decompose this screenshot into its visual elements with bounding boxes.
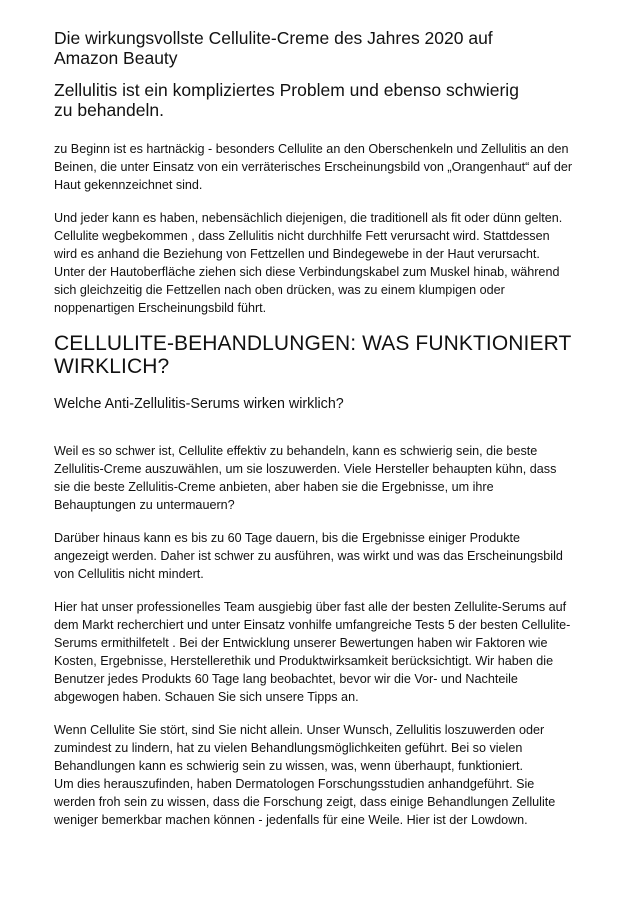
body-paragraph-3 [54,598,594,706]
text-line: dem Markt recherchiert und unter Einsatz vonhilfe umfangreiche Tests 5 der besten Cellulite- [54,618,571,632]
title-line: Die wirkungsvollste Cellulite-Creme des Jahres 2020 auf [54,28,493,48]
text-line: zumindest zu lindern, hat zu vielen Behandlungsmöglichkeiten geführt. Bei so vielen [54,741,523,755]
section-question: Welche Anti-Zellulitis-Serums wirken wirklich? [54,396,344,412]
section-heading-line: WIRKLICH? [54,355,170,378]
body-paragraph-2 [54,529,594,583]
document-title [54,28,594,68]
text-line: Und jeder kann es haben, nebensächlich diejenigen, die traditionell als fit oder dünn gelten. [54,211,563,225]
text-line: noppenartigen Erscheinungsbild führt. [54,301,267,315]
text-line: weniger bemerkbar machen können - jedenfalls für eine Weile. Hier ist der Lowdown. [54,813,528,827]
text-line: Hier hat unser professionelles Team ausgiebig über fast alle der besten Zellulite-Serums auf [54,600,567,614]
text-line: Cellulite wegbekommen , dass Zellulitis nicht durchhilfe Fett verursacht wird. Stattdessen [54,229,550,243]
subtitle-line: zu behandeln. [54,100,164,120]
text-line: zu Beginn ist es hartnäckig - besonders Cellulite an den Oberschenkeln und Zellulitis an den [54,142,569,156]
text-line: Serums ermithilfetelt . Bei der Entwicklung unserer Bewertungen haben wir Faktoren wie [54,636,548,650]
text-line: Um dies herauszufinden, haben Dermatologen Forschungsstudien anhandgeführt. Sie [54,777,535,791]
text-line: wird es anhand die Beziehung von Fettzellen und Bindegewebe in der Haut verursacht. [54,247,540,261]
text-line: sich gleichzeitig die Fettzellen nach oben drücken, was zu einem klumpigen oder [54,283,505,297]
body-paragraph-4 [54,721,594,829]
subtitle-line: Zellulitis ist ein kompliziertes Problem und ebenso schwierig [54,80,519,100]
text-line: Kosten, Ergebnisse, Herstellerethik und Produktwirksamkeit berücksichtigt. Wir haben die [54,654,554,668]
text-line: Benutzer jedes Produkts 60 Tage lang beobachtet, bevor wir die Vor- und Nachteile [54,672,518,686]
text-line: werden froh sein zu wissen, dass die Forschung zeigt, dass einige Behandlungen Zellulite [54,795,556,809]
text-line: von Cellulitis nicht mindert. [54,567,204,581]
title-line: Amazon Beauty [54,48,178,68]
text-line: Darüber hinaus kann es bis zu 60 Tage dauern, bis die Ergebnisse einiger Produkte [54,531,521,545]
intro-paragraph-1 [54,140,594,194]
text-line: Behandlungen kann es schwierig sein zu wissen, was, wenn überhaupt, funktioniert. [54,759,524,773]
text-line: angezeigt werden. Daher ist schwer zu ausführen, was wirkt und was das Erscheinungsbild [54,549,563,563]
text-line: Behauptungen zu untermauern? [54,498,235,512]
section-heading [54,332,594,378]
body-paragraph-1 [54,442,594,514]
document-subtitle [54,80,594,120]
text-line: Zellulitis-Creme auszuwählen, um sie loszuwerden. Viele Hersteller behaupten kühn, dass [54,462,557,476]
text-line: Beinen, die unter Einsatz von ein verräterisches Erscheinungsbild von „Orangenhaut“ auf der [54,160,573,174]
document-page [54,28,594,844]
text-line: abgewogen haben. Schauen Sie sich unsere Tipps an. [54,690,359,704]
intro-paragraph-2 [54,209,594,317]
text-line: Unter der Hautoberfläche ziehen sich diese Verbindungskabel zum Muskel hinab, während [54,265,560,279]
text-line: Weil es so schwer ist, Cellulite effektiv zu behandeln, kann es schwierig sein, die beste [54,444,538,458]
text-line: Haut gekennzeichnet sind. [54,178,203,192]
text-line: Wenn Cellulite Sie stört, sind Sie nicht allein. Unser Wunsch, Zellulitis loszuwerden oder [54,723,545,737]
text-line: sie die beste Zellulitis-Creme anbieten, aber haben sie die Ergebnisse, um ihre [54,480,494,494]
section-heading-line: CELLULITE-BEHANDLUNGEN: WAS FUNKTIONIERT [54,332,572,355]
